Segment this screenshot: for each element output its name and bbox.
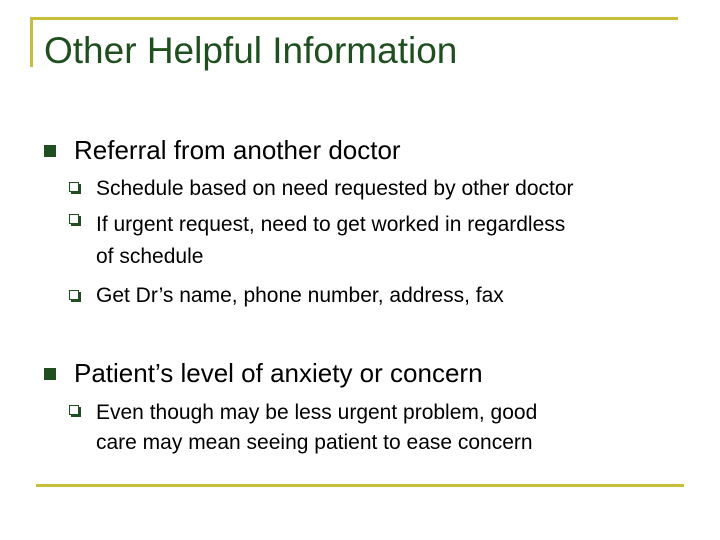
subbullet-less-urgent-line2: care may mean seeing patient to ease concern [96, 431, 533, 454]
subbullet-less-urgent-line1: Even though may be less urgent problem, good [96, 401, 538, 424]
bottom-rule [36, 484, 684, 487]
bullet-anxiety: Patient’s level of anxiety or concern [74, 358, 483, 388]
slide-title: Other Helpful Information [44, 30, 458, 71]
subbullet-urgent-line2: of schedule [96, 245, 204, 268]
left-rule [30, 17, 33, 67]
subbullet-schedule: Schedule based on need requested by other doctor [96, 177, 574, 200]
filled-square-icon [44, 145, 56, 157]
hollow-square-icon [69, 290, 79, 300]
hollow-square-icon [69, 214, 79, 224]
subbullet-get-dr-name: Get Dr’s name, phone number, address, fax [96, 284, 504, 307]
hollow-square-icon [69, 405, 79, 415]
hollow-square-icon [69, 182, 79, 192]
filled-square-icon [44, 368, 56, 380]
bullet-referral: Referral from another doctor [74, 135, 401, 165]
subbullet-urgent-line1: If urgent request, need to get worked in regardless [96, 213, 566, 236]
top-rule [30, 17, 678, 20]
